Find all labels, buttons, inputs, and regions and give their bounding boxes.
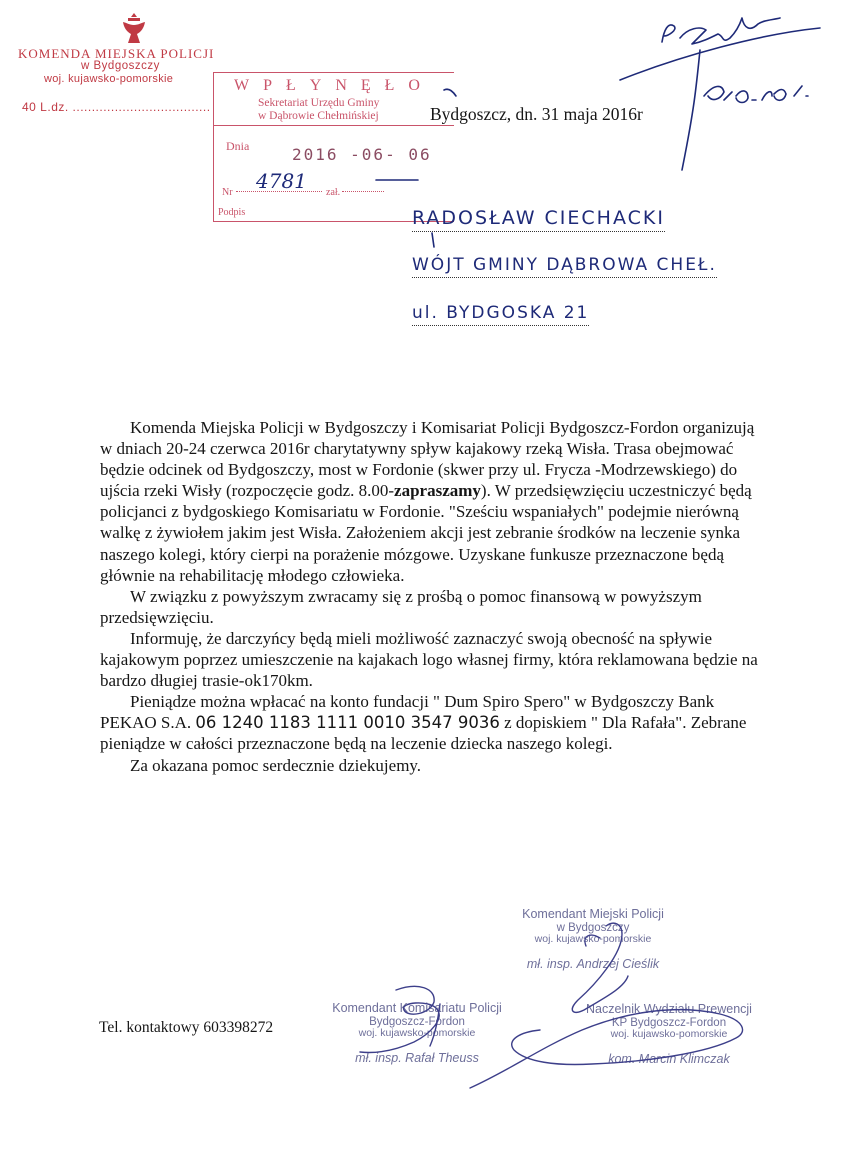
commissariat-stamp-line-1: Komendant Komisariatu Policji	[332, 1001, 502, 1015]
paragraph-2: W związku z powyższym zwracamy się z prośbą o pomoc finansową w powyższym przedsięwzięciu.	[100, 586, 702, 627]
prevention-signature	[470, 1010, 743, 1088]
received-stamp-line-1: Sekretariat Urzędu Gminy	[258, 97, 380, 109]
handwritten-date-mark	[682, 50, 808, 170]
prevention-signatory: kom. Marcin Klimczak	[608, 1051, 730, 1066]
commissariat-signature	[360, 986, 440, 1052]
commissariat-stamp-line-2: Bydgoszcz-Fordon	[369, 1015, 465, 1028]
letterhead-line-2: w Bydgoszczy	[81, 60, 160, 72]
commander-signatory: mł. insp. Andrzej Cieślik	[526, 956, 660, 971]
document-date: Bydgoszcz, dn. 31 maja 2016r	[430, 104, 643, 124]
paragraph-4-text-a: Pieniądze można wpłacać na konto fundacji " Dum Spiro Spero" w Bydgoszczy Bank PEKAO S.A.	[100, 692, 715, 733]
letterhead-line-3: woj. kujawsko-pomorskie	[44, 73, 174, 85]
received-date-label: Dnia	[226, 139, 250, 153]
invitation-bold: zapraszamy	[394, 481, 481, 501]
received-number-label: Nr	[222, 187, 233, 198]
handwritten-name-signature	[620, 18, 820, 80]
commander-stamp-line-3: woj. kujawsko-pomorskie	[534, 933, 652, 946]
commissariat-signatory: mł. insp. Rafał Theuss	[355, 1050, 479, 1065]
received-stamp-title: WPŁYNĘŁO	[234, 77, 434, 94]
prevention-stamp-line-3: woj. kujawsko-pomorskie	[610, 1028, 728, 1041]
paragraph-1-text-b: ). W przedsięwzięciu uczestniczyć będą policjanci z bydgoskiego Komisariatu w Fordonie. "Sześciu wspaniałych" podejmie nierówną walkę z żywiołem jakim jest Wisła. Założeniem akcji jest zebranie środków na leczenie synka naszego kolegi, który cierpi na porażenie mózgowe. Uzyskane funkusze przeznaczone będą głównie na rehabilitację młodego człowieka.	[100, 481, 752, 585]
received-number-handwritten: 4781	[256, 169, 307, 193]
received-date: 2016 -06- 06	[292, 145, 432, 164]
letterhead-line-1: KOMENDA MIEJSKA POLICJI	[18, 46, 215, 61]
commissariat-stamp-line-3: woj. kujawsko-pomorskie	[358, 1027, 476, 1040]
paragraph-1-text-a: Komenda Miejska Policji w Bydgoszczy i Komisariat Policji Bydgoszcz-Fordon organizują w dniach 20-24 czerwca 2016r charytatywny spływ kajakowy rzeką Wisła. Trasa obejmować będzie odcinek od Bydgoszczy, most w Fordonie (skwer przy ul. Frycza -Modrzewskiego) do ujścia rzeki Wisły (rozpoczęcie godz. 8.00-	[100, 418, 755, 501]
contact-phone: Tel. kontaktowy 603398272	[99, 1019, 274, 1036]
commander-stamp-line-1: Komendant Miejski Policji	[522, 907, 664, 921]
commander-signature	[572, 923, 628, 1012]
prevention-stamp-line-1: Naczelnik Wydziału Prewencji	[586, 1002, 752, 1016]
paragraph-5: Za okazana pomoc serdecznie dziekujemy.	[130, 755, 422, 775]
attachments-label: zał.	[326, 187, 341, 198]
margin-tick-mark	[444, 89, 456, 96]
received-signature-label: Podpis	[218, 207, 246, 218]
paragraph-4-text-b: z dopiskiem " Dla Rafała". Zebrane pieniądze w całości przeznaczone będą na leczenie dziecka naszego kolegi.	[100, 713, 747, 754]
addressee-street: ul. BYDGOSKA 21	[412, 303, 589, 326]
paragraph-3: Informuję, że darczyńcy będą mieli możliwość zaznaczyć swoją obecność na spływie kajakowym poprzez umieszczenie na kajakach logo własnej firmy, która reklamowana będzie na bardzo długiej trasie-ok170km.	[100, 628, 758, 691]
commander-stamp-line-2: w Bydgoszczy	[556, 921, 630, 934]
bank-account-number: 06 1240 1183 1111 0010 3547 9036	[195, 713, 500, 733]
addressee-name: RADOSŁAW CIECHACKI	[412, 207, 665, 232]
addressee-tick-mark	[432, 233, 434, 247]
received-stamp-line-2: w Dąbrowie Chełmińskiej	[258, 110, 379, 122]
addressee-title: WÓJT GMINY DĄBROWA CHEŁ.	[412, 255, 717, 278]
reference-number: 40 L.dz. ....................................	[22, 100, 211, 114]
prevention-stamp-line-2: KP Bydgoszcz-Fordon	[611, 1016, 727, 1029]
